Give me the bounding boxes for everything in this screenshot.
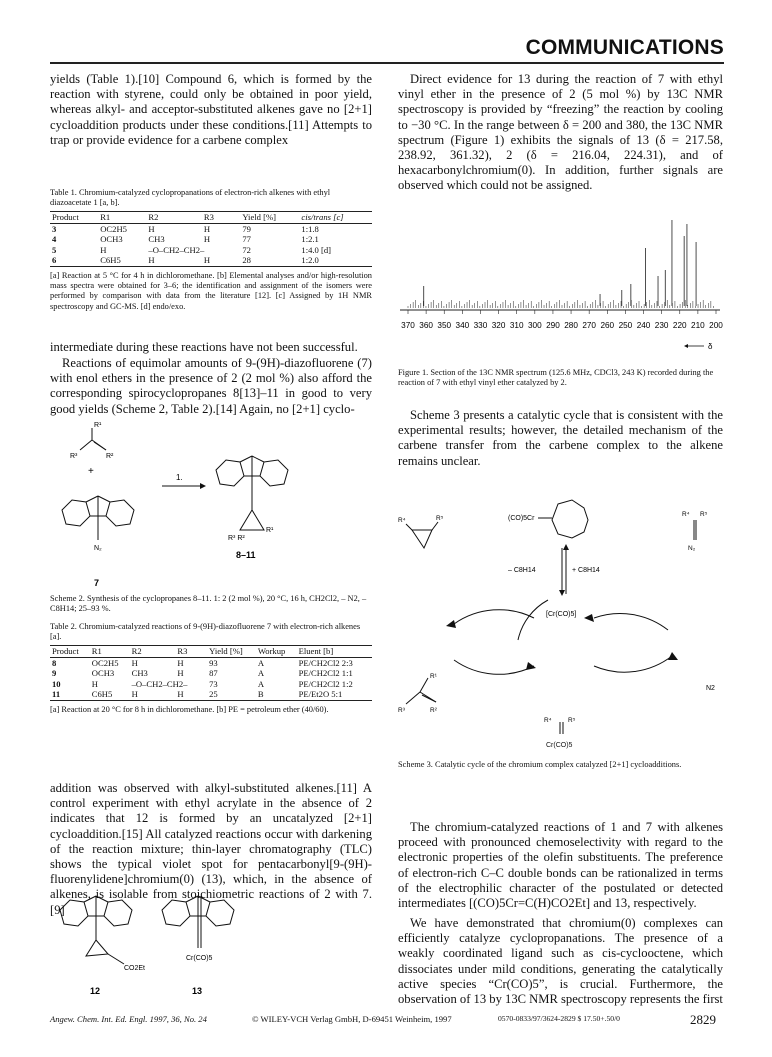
table2-header: Workup	[257, 646, 286, 656]
table-cell: 10	[52, 678, 61, 689]
table-cell: PE/Et2O 5:1	[298, 689, 343, 699]
axis-tick-label: 230	[654, 321, 669, 330]
diazofluorene-structure	[62, 496, 134, 540]
table-cell: 1:4.0 [d]	[301, 244, 331, 255]
axis-tick-label: 260	[600, 321, 615, 330]
scheme2-caption: Scheme 2. Synthesis of the cyclopropanes 8–11. 1: 2 (2 mol %), 20 °C, 16 h, CH2Cl2, – N2, – C8H14; 25–93 %.	[50, 594, 367, 614]
table-cell: 11	[52, 689, 61, 699]
spirocyclopropane-structure	[216, 456, 288, 530]
plus-sign: +	[88, 466, 94, 477]
table-row	[50, 255, 372, 266]
axis-tick-label: 300	[527, 321, 542, 330]
table1-header: cis/trans [c]	[301, 212, 344, 222]
axis-tick-label: 350	[437, 321, 452, 330]
table-cell: H	[203, 223, 211, 234]
table1-header: R3	[203, 212, 214, 222]
left-paragraph-2: intermediate during these reactions have not been successful.	[50, 340, 358, 354]
table-cell: 1:2.0	[301, 255, 319, 265]
scheme3-carbene-crco5: Cr(CO)5	[546, 742, 573, 749]
table-cell: 79	[242, 223, 251, 234]
al-r2: R²	[430, 707, 437, 714]
table1-grid	[50, 211, 372, 267]
table2-footnote: [a] Reaction at 20 °C for 8 h in dichloromethane. [b] PE = petroleum ether (40/60).	[50, 704, 329, 714]
table-cell: –O–CH2–CH2–	[131, 678, 188, 689]
table-cell: 8	[52, 657, 57, 668]
table-cell: 93	[209, 657, 218, 668]
figure1-caption: Figure 1. Section of the 13C NMR spectrum (125.6 MHz, CDCl3, 243 K) recorded during the reaction of 7 with ethyl vinyl ether catalyzed by 2.	[398, 368, 714, 388]
table2-grid	[50, 645, 372, 701]
r1-label: R¹	[94, 422, 102, 429]
right-paragraph-1: Direct evidence for 13 during the reaction of 7 with ethyl vinyl ether in the presence of 2 (5 mol %) by 13C NMR spectroscopy is provided by “freezing” the reaction by cooling to −30 °C. In the range between δ = 200 and 380, the 13C NMR spectrum (Figure 1) exhibits the signals of 13 (δ = 217.58, 238.92, 361.32), 2 (δ = 216.04, 224.31), and of hexacarbonylchromium(0). In addition, further signals are observed which could not be assigned.	[398, 72, 723, 193]
table2-header: Product	[52, 646, 79, 656]
table-cell: 1:1.8	[301, 223, 319, 234]
cyclooctene-ring	[552, 500, 588, 538]
compound-12-label: 12	[90, 986, 101, 996]
table2	[50, 645, 372, 715]
product-r3-label: R³ R²	[228, 535, 245, 542]
left-paragraph-4: addition was observed with alkyl-substituted alkenes.[11] A control experiment with ethyl acrylate in the absence of 2 indicates that 12 is formed by an uncatalyzed [2+1] cycloaddition.[15] All catalyzed reactions occur with darkening of the reaction mixture; thin-layer chromatography (TLC) shows the typical violet spot for pentacarbonyl[9-(9H)-fluorenylidene]chromium(0) (13), which, in the absence of alkenes, is isolable from stoichiometric reactions of 2 with 7.[9]	[50, 781, 372, 917]
table2-header: R1	[91, 646, 102, 656]
table1	[50, 211, 372, 312]
right-paragraph-2: Scheme 3 presents a catalytic cycle that is consistent with the experimental results; however, the detailed mechanism of the carbene transfer from the carbene complex to the alkene remains unclear.	[398, 408, 723, 468]
footer-journal: Angew. Chem. Int. Ed. Engl. 1997, 36, No. 24	[50, 1014, 207, 1024]
co2et-label: CO2Et	[124, 965, 146, 972]
table-cell: 87	[209, 668, 218, 678]
axis-tick-label: 210	[691, 321, 705, 330]
axis-delta-label: δ	[708, 342, 713, 351]
table-cell: H	[131, 657, 138, 668]
axis-tick-label: 280	[564, 321, 578, 330]
table-cell: 9	[52, 668, 57, 678]
r3-label: R³	[70, 453, 78, 460]
carbene-r4: R⁴	[544, 717, 552, 724]
table-row	[50, 223, 372, 234]
cyclopropane-product	[406, 522, 438, 548]
table1-footnote: [a] Reaction at 5 °C for 4 h in dichloromethane. [b] Elemental analyses and/or high-resolution mass spectra were obtained for 3–6; the identification and assignment of the isomers were performed by comparison with data from the literature [12]. [c] Assigned by 1H NMR spectroscopy and GC-MS. [d] endo/exo.	[50, 270, 372, 311]
table-cell: –O–CH2–CH2–	[148, 244, 205, 255]
table-cell: 72	[242, 244, 251, 255]
dz-r4: R⁴	[682, 511, 690, 518]
compound-13-label: 13	[192, 986, 203, 996]
table-cell: 25	[209, 689, 218, 699]
crco5-label: Cr(CO)5	[186, 955, 213, 962]
cp-r5: R⁵	[436, 515, 444, 522]
compound-12-structure	[60, 896, 132, 964]
table-cell: 6	[52, 255, 57, 265]
table-cell: A	[257, 678, 265, 689]
axis-tick-label: 360	[419, 321, 433, 330]
table1-header: R1	[100, 212, 111, 222]
table-cell: A	[257, 668, 265, 678]
table-cell: H	[177, 689, 184, 699]
scheme2-product-label: 8–11	[236, 550, 256, 560]
axis-tick-label: 290	[546, 321, 560, 330]
table2-header: Eluent [b]	[298, 646, 334, 656]
table-row	[50, 689, 372, 700]
table-cell: A	[257, 657, 265, 668]
footer-publisher: © WILEY-VCH Verlag GmbH, D-69451 Weinheim, 1997	[252, 1014, 452, 1024]
minus-c8h14-label: – C8H14	[508, 567, 536, 574]
table-cell: OCH3	[100, 234, 123, 244]
table-cell: 28	[242, 255, 251, 265]
table-cell: H	[148, 223, 155, 234]
cp-r4: R⁴	[398, 517, 406, 524]
table-cell: 5	[52, 244, 57, 255]
diazo-reagent	[694, 520, 696, 540]
table-cell: H	[148, 255, 155, 265]
table-cell: 4	[52, 234, 57, 244]
table-row	[50, 679, 372, 690]
table-cell: H	[203, 255, 211, 265]
table-cell: H	[177, 657, 184, 668]
table-cell: H	[203, 234, 211, 244]
table1-header: R2	[148, 212, 159, 222]
table-cell: C6H5	[91, 689, 113, 699]
top-complex-label: (CO)5Cr	[508, 515, 535, 522]
center-species-label: [Cr(CO)5]	[546, 611, 577, 618]
table1-caption: Table 1. Chromium-catalyzed cyclopropanations of electron-rich alkenes with ethyl diazoacetate 1 [a, b].	[50, 188, 331, 208]
table-cell: 77	[242, 234, 251, 244]
table-cell: CH3	[131, 668, 148, 678]
table-cell: OC2H5	[100, 223, 127, 234]
right-paragraph-3: The chromium-catalyzed reactions of 1 and 7 with alkenes proceed with pronounced chemoselectivity with regard to the electronic properties of the olefin substituents. The preference of electron-rich C–C double bonds can be rationalized in terms of the electrophilic character of the postulated or detected intermediates [(CO)5Cr=C(H)CO2Et] and 13, respectively.	[398, 820, 723, 911]
table1-header: Product	[52, 212, 79, 222]
n2-label: N₂	[94, 545, 102, 552]
footer-issn: 0570-0833/97/3624-2829 $ 17.50+.50/0	[498, 1014, 620, 1023]
table-cell: 73	[209, 678, 218, 689]
left-paragraph-3: Reactions of equimolar amounts of 9-(9H)-diazofluorene (7) with enol ethers in the presence of 2 (2 mol %) also afford the corresponding spirocyclopropanes 8[13]–11 in good to very good yields (Scheme 2, Table 2).[14] Again, no [2+1] cyclo-	[50, 356, 372, 416]
alkene-structure	[80, 428, 106, 450]
table2-header: R3	[177, 646, 188, 656]
table2-header: Yield [%]	[209, 646, 243, 656]
left-paragraph-1: yields (Table 1).[10] Compound 6, which is formed by the reaction with styrene, could only be obtained in poor yield, whereas alkyl- and acceptor-substituted alkenes gave no [2+1] cycloaddition products under these conditions.[11] Attempts to trap or provide evidence for a carbene complex	[50, 72, 372, 147]
table-cell: H	[177, 668, 184, 678]
table-cell: CH3	[148, 234, 165, 244]
axis-tick-label: 340	[455, 321, 470, 330]
axis-tick-label: 250	[618, 321, 633, 330]
dz-r5: R⁵	[700, 511, 708, 518]
table2-header-row	[50, 646, 372, 658]
header-rule	[50, 62, 724, 64]
axis-tick-label: 270	[582, 321, 597, 330]
scheme3-caption: Scheme 3. Catalytic cycle of the chromium complex catalyzed [2+1] cycloadditions.	[398, 760, 682, 769]
table-cell: 3	[52, 223, 57, 234]
right-paragraph-4: We have demonstrated that chromium(0) complexes can efficiently catalyze cyclopropanations. The presence of a weakly coordinated ligand such as cis-cyclooctene, which dissociates under mild conditions, generating the catalytically active species “Cr(CO)5”, is crucial. Furthermore, the observation of 13 by 13C NMR spectroscopy represents the first	[398, 916, 723, 1007]
table-cell: OCH3	[91, 668, 115, 678]
page-number: 2829	[690, 1012, 716, 1027]
figure1-nmr-spectrum	[398, 210, 723, 360]
section-header: COMMUNICATIONS	[525, 36, 724, 59]
table1-header: Yield [%]	[242, 212, 276, 222]
dz-n2: N₂	[688, 545, 696, 552]
scheme2-reactant-label: 7	[94, 578, 100, 588]
table-row	[50, 234, 372, 245]
table-cell: C6H5	[100, 255, 121, 265]
axis-tick-label: 310	[509, 321, 524, 330]
table-cell: B	[257, 689, 264, 699]
nmr-axis-ticks	[401, 310, 723, 330]
structures-12-13	[50, 890, 372, 1000]
n2-released-label: N2	[706, 685, 715, 692]
scheme2-arrow-label: 1.	[176, 473, 183, 482]
axis-tick-label: 240	[636, 321, 651, 330]
alkene-reagent	[406, 678, 436, 704]
table2-header: R2	[131, 646, 142, 656]
product-r1-label: R¹	[266, 527, 274, 534]
table-cell: H	[131, 689, 138, 699]
plus-c8h14-label: + C8H14	[572, 567, 600, 574]
axis-tick-label: 200	[709, 321, 723, 330]
compound-13-structure	[162, 896, 234, 948]
carbene-r5: R⁵	[568, 717, 576, 724]
r2-label: R²	[106, 453, 114, 460]
axis-tick-label: 220	[672, 321, 687, 330]
table1-header-row	[50, 212, 372, 224]
table2-caption: Table 2. Chromium-catalyzed reactions of 9-(9H)-diazofluorene 7 with electron-rich alkenes [a].	[50, 622, 361, 642]
table-row	[50, 668, 372, 679]
axis-tick-label: 370	[401, 321, 415, 330]
table-cell: H	[91, 678, 98, 689]
table-row	[50, 245, 372, 256]
table-cell: PE/CH2Cl2 2:3	[298, 657, 353, 668]
axis-tick-label: 320	[491, 321, 506, 330]
table-row	[50, 657, 372, 668]
table-cell: 1:2.1	[301, 234, 319, 244]
al-r3: R³	[398, 707, 405, 714]
table-cell: H	[100, 244, 107, 255]
table-cell: PE/CH2Cl2 1:2	[298, 678, 353, 689]
table-cell: OC2H5	[91, 657, 119, 668]
scheme2-graphic	[50, 410, 372, 590]
scheme3-catalytic-cycle	[398, 490, 723, 740]
table-cell: PE/CH2Cl2 1:1	[298, 668, 353, 678]
axis-tick-label: 330	[473, 321, 488, 330]
al-r1: R¹	[430, 673, 437, 680]
